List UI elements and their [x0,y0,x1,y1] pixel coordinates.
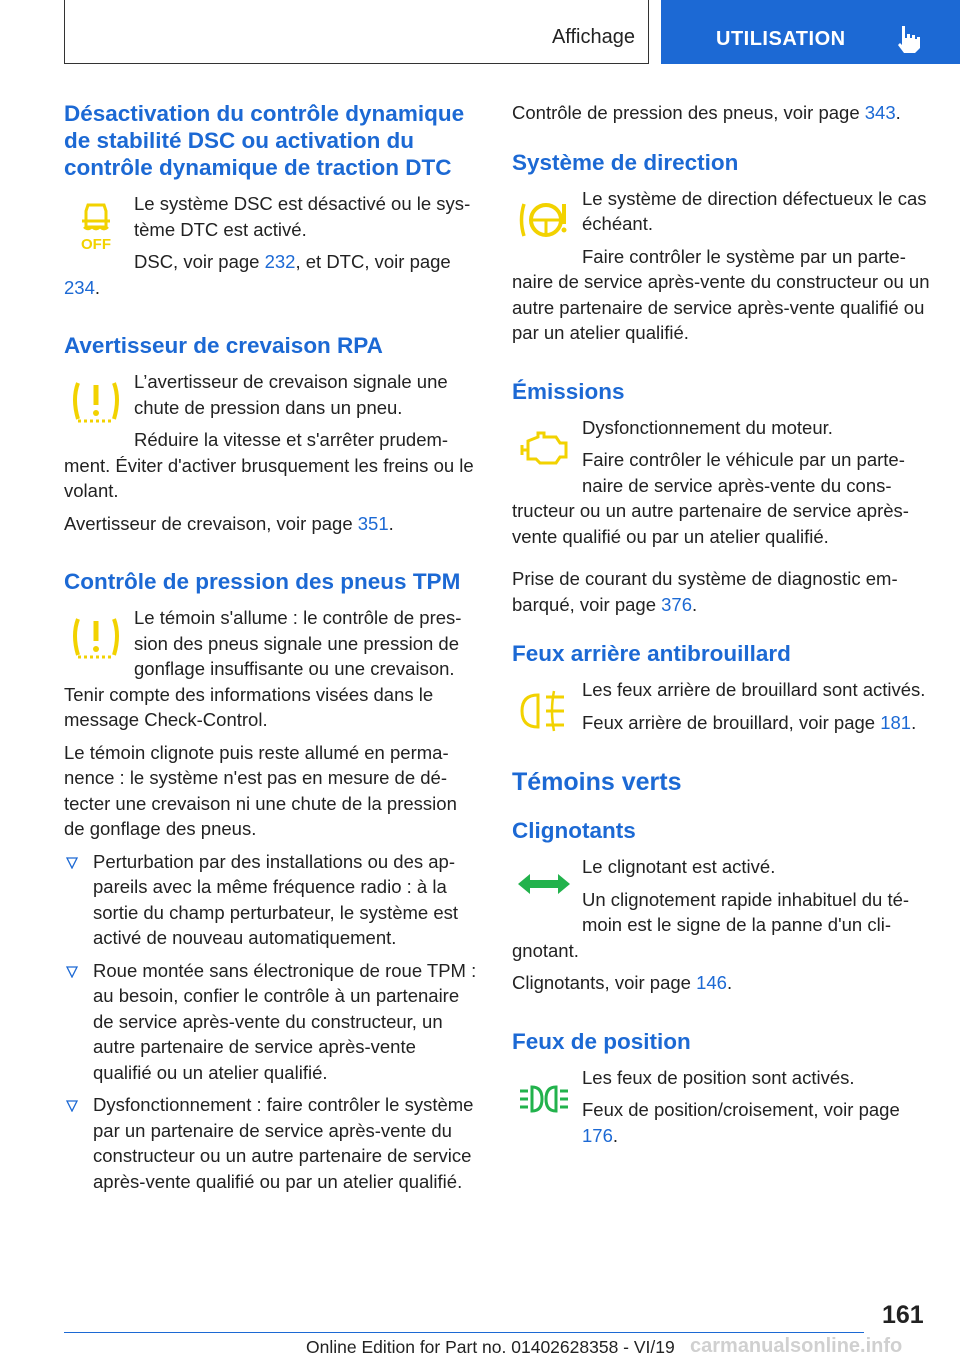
turn-signals-heading: Clignotants [512,818,636,843]
page-link-181[interactable]: 181 [880,711,912,733]
fog-text-1: Les feux arrière de brouillard sont activés. [582,679,926,700]
header-tab-label: UTILISATION [716,28,846,50]
footer-divider [64,1332,864,1333]
engine-check-icon [516,421,572,477]
right-column [512,100,930,1155]
page-link-176[interactable]: 176 [582,1124,613,1146]
svg-text:OFF: OFF [81,236,111,253]
pointing-hand-icon [895,24,921,54]
turn-signal-arrows-icon [516,860,572,916]
fog-heading: Feux arrière antibrouillard [512,641,791,666]
position-text-2: Feux de position/croisement, voir page 176. [582,1099,900,1146]
steering-warning-icon [516,192,572,248]
page-link-146[interactable]: 146 [696,972,727,993]
dsc-heading: Désactivation du contrôle dynamique de stabilité DSC ou activation du contrôle dynamique de traction DTC [64,101,465,180]
dsc-text-2: DSC, voir page 232, et DTC, voir page 234. [64,251,451,298]
tpm-text-1: Le témoin s'allume : le contrôle de pression des pneus signale une pression de gonflage insuffisante ou une crevaison. Tenir compte des informations visées dans le message Check-Control. [64,607,462,730]
dsc-section [64,191,478,300]
steering-text-2: Faire contrôler le système par un partenaire de service après-vente du constructeur ou un autre partenaire de service après-vente qualifié ou par un atelier qualifié. [512,245,930,343]
rpa-text-3: Avertisseur de crevaison, voir page 351. [64,512,394,534]
dsc-off-icon [68,197,124,253]
emissions-heading: Émissions [512,378,625,404]
list-item: Roue montée sans électronique de roue TPM : au besoin, confier le contrôle à un partenaire de service après-vente du constructeur, un autre partenaire de service après-vente qualifié ou un atelier qualifié. [64,958,478,1086]
rear-fog-light-icon [516,683,572,739]
footer-edition: Online Edition for Part no. 01402628358 - VI/19 [306,1337,675,1357]
page-link-343[interactable]: 343 [864,102,896,123]
green-indicators-heading: Témoins verts [512,768,682,796]
list-item: Perturbation par des installations ou des appareils avec la même fréquence radio : à la sortie du champ perturbateur, le système est activé de nouveau automatiquement. [64,849,478,951]
emissions-section [512,415,930,618]
tire-warning-icon [68,375,124,431]
header-tab-utilisation[interactable] [661,0,960,64]
page-number: 161 [882,1301,924,1329]
fog-section [512,677,930,735]
steering-heading: Système de direction [512,149,739,175]
list-item: Dysfonctionnement : faire contrôler le système par un partenaire de service après-vente du constructeur ou un autre partenaire de service après-vente qualifié ou par un atelier qualifié. [64,1092,478,1194]
tpm-section [64,605,478,1194]
position-text-1: Les feux de position sont activés. [582,1066,855,1088]
page-link-351[interactable]: 351 [357,512,389,534]
turn-text-3: Clignotants, voir page 146. [512,972,733,993]
position-lights-section [512,1065,930,1149]
position-lights-icon [516,1071,572,1127]
header-section-title: Affichage [551,26,635,48]
position-lights-heading: Feux de position [512,1028,691,1054]
page-link-234[interactable]: 234 [64,276,95,298]
emissions-text-3: Prise de courant du système de diagnostic embarqué, voir page 376. [512,568,898,615]
fog-text-2: Feux arrière de brouillard, voir page 181. [582,711,917,733]
tpm-heading: Contrôle de pression des pneus TPM [64,569,461,594]
page-link-376[interactable]: 376 [661,593,693,615]
rpa-text-1: L’avertisseur de crevaison signale une chute de pression dans un pneu. [134,371,448,418]
rpa-text-2: Réduire la vitesse et s'arrêter prudemment. Éviter d'activer brusquement les freins ou le volant. [64,429,474,501]
tpm-bullet-list [64,849,478,1195]
page-link-232[interactable]: 232 [264,251,296,272]
rpa-heading: Avertisseur de crevaison RPA [64,333,383,358]
turn-text-1: Le clignotant est activé. [582,856,776,877]
left-column [64,100,478,1201]
rpa-section [64,369,478,536]
triangle-bullet-icon [66,966,78,978]
triangle-bullet-icon [66,857,78,869]
dsc-text-1: Le système DSC est désactivé ou le système DTC est activé. [134,193,471,240]
emissions-text-2: Faire contrôler le véhicule par un partenaire de service après-vente du constructeur ou un autre partenaire de service après-vente qualifié ou par un atelier qualifié. [512,449,909,547]
watermark: carmanualsonline.info [690,1335,903,1357]
turn-signals-section [512,854,930,996]
steering-text-1: Le système de direction défectueux le cas échéant. [582,187,927,234]
tpm-text-2: Le témoin clignote puis reste allumé en permanence : le système n'est pas en mesure de détecter une crevaison ni une chute de la pression de gonflage des pneus. [64,741,457,839]
emissions-text-1: Dysfonctionnement du moteur. [582,416,833,438]
tpm-reference: Contrôle de pression des pneus, voir page 343. [512,102,901,123]
turn-text-2: Un clignotement rapide inhabituel du témoin est le signe de la panne d'un clignotant. [512,888,910,961]
steering-section [512,186,930,346]
triangle-bullet-icon [66,1100,78,1112]
tire-pressure-icon [68,611,124,667]
